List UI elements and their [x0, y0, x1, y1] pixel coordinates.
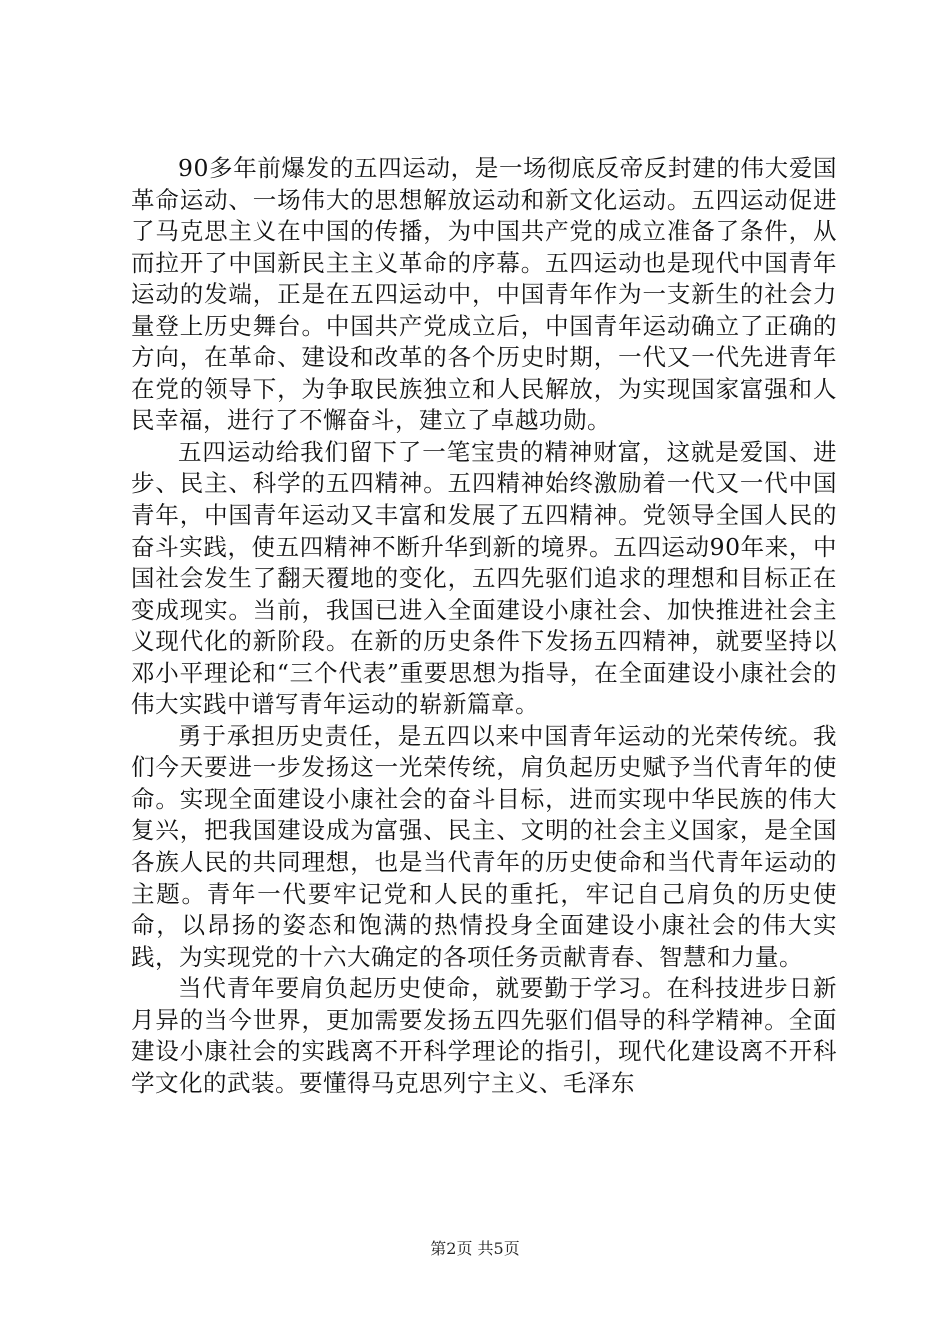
document-body: [131, 153, 837, 1099]
paragraph-3: 勇于承担历史责任，是五四以来中国青年运动的光荣传统。我们今天要进一步发扬这一光荣传统，肩负起历史赋予当代青年的使命。实现全面建设小康社会的奋斗目标，进而实现中华民族的伟大复兴，把我国建设成为富强、民主、文明的社会主义国家，是全国各族人民的共同理想，也是当代青年的历史使命和当代青年运动的主题。青年一代要牢记党和人民的重托，牢记自己肩负的历史使命，以昂扬的姿态和饱满的热情投身全面建设小康社会的伟大实践，为实现党的十六大确定的各项任务贡献青春、智慧和力量。: [131, 721, 837, 971]
paragraph-2: 五四运动给我们留下了一笔宝贵的精神财富，这就是爱国、进步、民主、科学的五四精神。五四精神始终激励着一代又一代中国青年，中国青年运动又丰富和发展了五四精神。党领导全国人民的奋斗实践，使五四精神不断升华到新的境界。五四运动90年来，中国社会发生了翻天覆地的变化，五四先驱们追求的理想和目标正在变成现实。当前，我国已进入全面建设小康社会、加快推进社会主义现代化的新阶段。在新的历史条件下发扬五四精神，就要坚持以邓小平理论和“三个代表”重要思想为指导，在全面建设小康社会的伟大实践中谱写青年运动的崭新篇章。: [131, 437, 837, 719]
page-number-footer: 第2页 共5页: [430, 1239, 520, 1258]
paragraph-4: 当代青年要肩负起历史使命，就要勤于学习。在科技进步日新月异的当今世界，更加需要发扬五四先驱们倡导的科学精神。全面建设小康社会的实践离不开科学理论的指引，现代化建设离不开科学文化的武装。要懂得马克思列宁主义、毛泽东: [131, 974, 837, 1097]
paragraph-1: 90多年前爆发的五四运动，是一场彻底反帝反封建的伟大爱国革命运动、一场伟大的思想解放运动和新文化运动。五四运动促进了马克思主义在中国的传播，为中国共产党的成立准备了条件，从而拉开了中国新民主主义革命的序幕。五四运动也是现代中国青年运动的发端，正是在五四运动中，中国青年作为一支新生的社会力量登上历史舞台。中国共产党成立后，中国青年运动确立了正确的方向，在革命、建设和改革的各个历史时期，一代又一代先进青年在党的领导下，为争取民族独立和人民解放，为实现国家富强和人民幸福，进行了不懈奋斗，建立了卓越功勋。: [131, 154, 837, 435]
